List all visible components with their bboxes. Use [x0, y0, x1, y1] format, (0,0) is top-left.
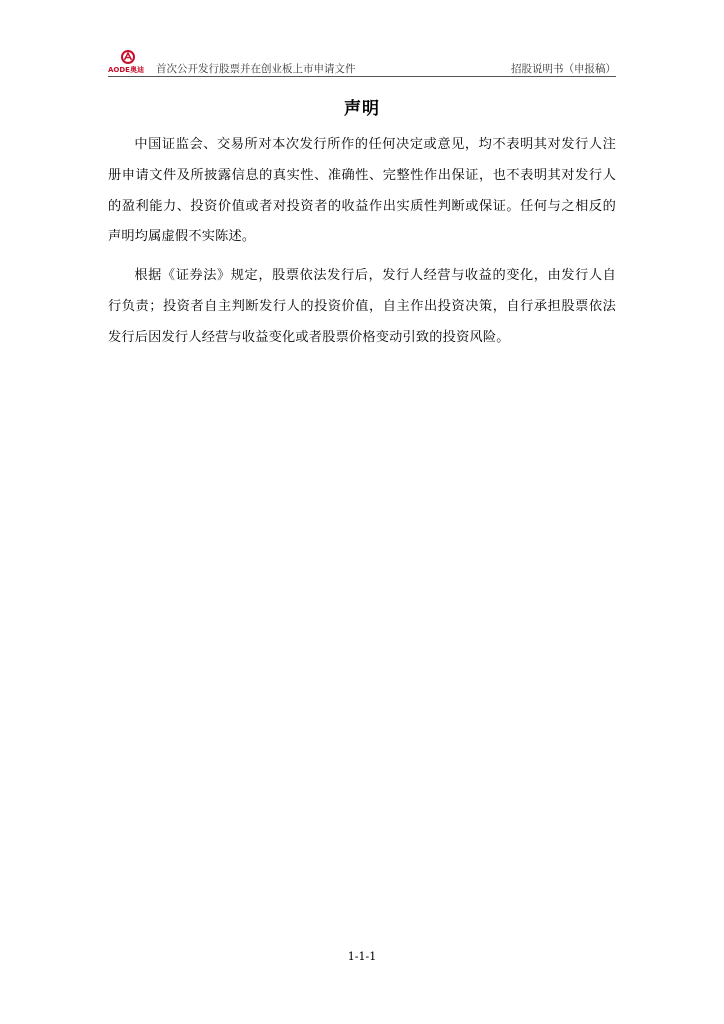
header-document-type: 招股说明书（申报稿） — [511, 63, 616, 75]
header-divider — [108, 76, 616, 77]
header-document-name: 首次公开发行股票并在创业板上市申请文件 — [156, 63, 356, 75]
document-body — [108, 130, 616, 362]
page-number: 1-1-1 — [347, 950, 377, 963]
paragraph-2: 根据《证券法》规定，股票依法发行后，发行人经营与收益的变化，由发行人自行负责；投资者自主判断发行人的投资价值，自主作出投资决策，自行承担股票依法发行后因发行人经营与收益变化或者股票价格变动引致的投资风险。 — [108, 268, 616, 345]
page-title: 声明 — [344, 99, 380, 119]
logo-wordmark: AODE奥迪 — [108, 66, 144, 74]
page-header — [108, 50, 616, 76]
logo-mark-icon — [108, 50, 148, 66]
company-logo — [108, 50, 148, 74]
paragraph-1: 中国证监会、交易所对本次发行所作的任何决定或意见，均不表明其对发行人注册申请文件及所披露信息的真实性、准确性、完整性作出保证，也不表明其对发行人的盈利能力、投资价值或者对投资者的收益作出实质性判断或保证。任何与之相反的声明均属虚假不实陈述。 — [108, 137, 616, 245]
